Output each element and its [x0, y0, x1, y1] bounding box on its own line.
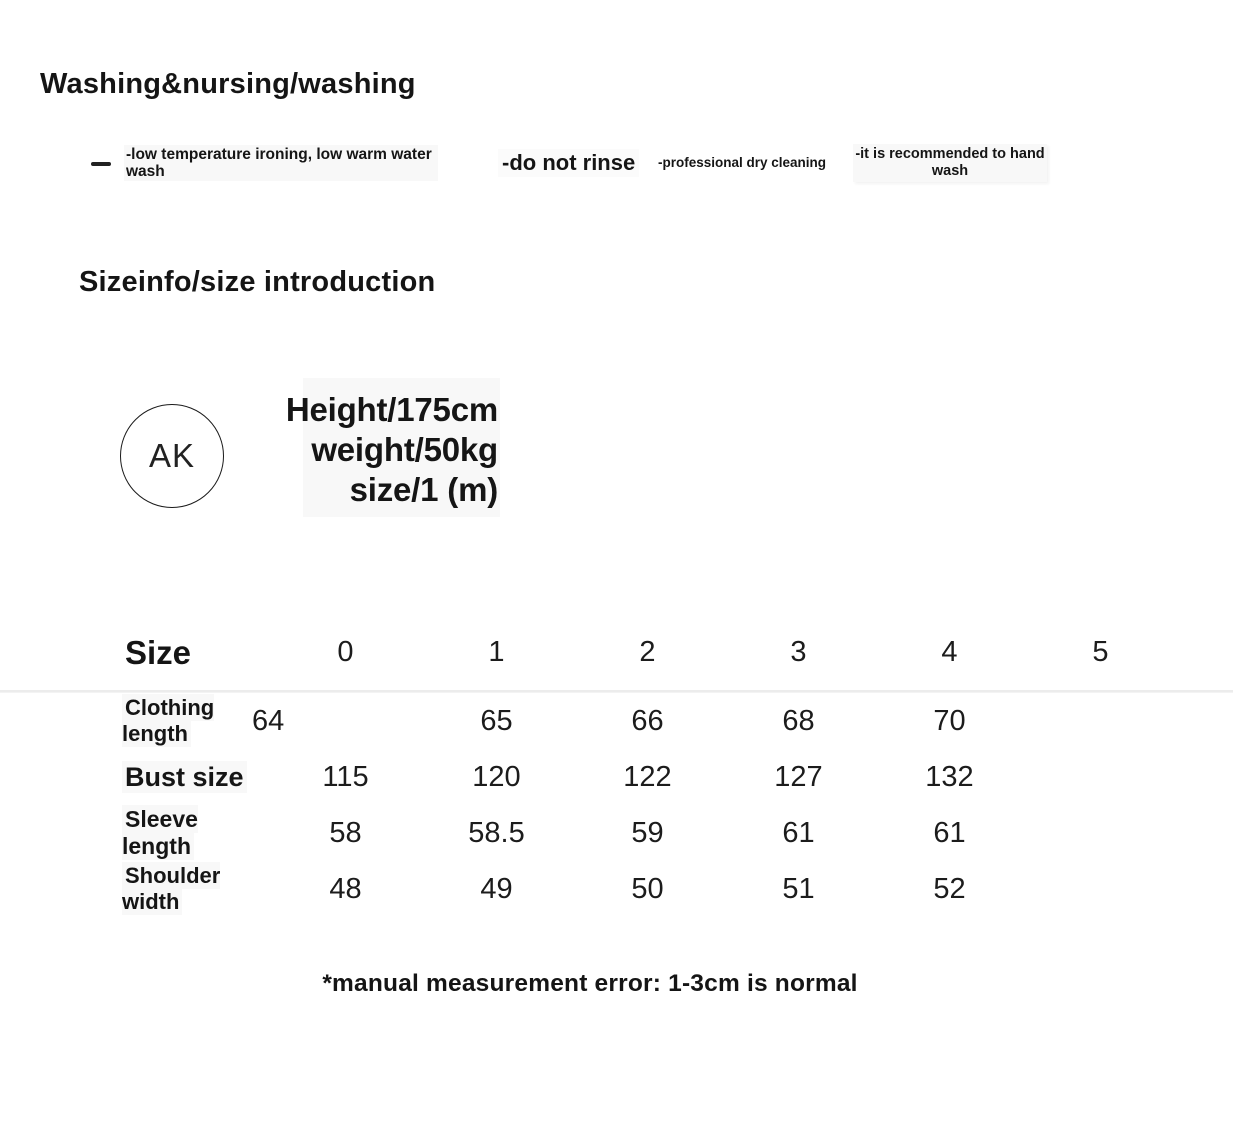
row-label: Bust size	[0, 762, 270, 793]
care-instruction-dry-clean: -professional dry cleaning	[658, 155, 827, 170]
dash-icon	[91, 162, 111, 166]
cell: 51	[782, 872, 815, 905]
row-label: Shoulder width	[122, 863, 221, 914]
washing-section-title: Washing&nursing/washing	[40, 68, 416, 100]
care-instruction-iron: -low temperature ironing, low warm water wash	[124, 145, 438, 181]
table-row	[0, 749, 1233, 805]
model-weight: weight/50kg	[311, 431, 498, 468]
cell: 48	[329, 872, 362, 905]
cell: 61	[782, 816, 815, 849]
cell: 64	[252, 704, 285, 737]
size-column-header: Size	[125, 633, 192, 671]
cell: 52	[933, 872, 966, 905]
cell: 115	[322, 760, 369, 793]
cell: 122	[623, 760, 672, 793]
cell: 58	[329, 816, 362, 849]
cell: 132	[925, 760, 974, 793]
size-header-5: 5	[1092, 636, 1109, 668]
cell: 50	[631, 872, 664, 905]
care-instruction-rinse: -do not rinse	[498, 149, 639, 177]
row-label: Clothing length	[122, 695, 215, 746]
size-table-header	[0, 614, 1233, 691]
size-header-3: 3	[790, 636, 807, 668]
cell: 58.5	[468, 816, 525, 849]
cell: 59	[631, 816, 664, 849]
cell: 68	[782, 704, 815, 737]
care-instruction-hand-wash: -it is recommended to hand wash	[853, 144, 1047, 182]
table-row	[0, 805, 1233, 861]
table-row	[0, 861, 1233, 917]
cell: 49	[480, 872, 513, 905]
measurement-note: *manual measurement error: 1-3cm is normal	[322, 970, 858, 997]
sizeinfo-section-title: Sizeinfo/size introduction	[79, 266, 436, 298]
cell: 70	[933, 704, 966, 737]
size-table-body	[0, 693, 1233, 917]
cell: 66	[631, 704, 664, 737]
model-info	[238, 390, 498, 510]
row-label: Sleeve length	[122, 806, 198, 859]
size-header-4: 4	[941, 636, 958, 668]
model-badge: AK	[120, 404, 224, 508]
cell: 61	[933, 816, 966, 849]
model-size: size/1 (m)	[349, 471, 498, 508]
cell: 127	[774, 760, 823, 793]
size-header-0: 0	[337, 636, 354, 668]
cell: 120	[472, 760, 521, 793]
size-header-1: 1	[488, 636, 505, 668]
size-header-2: 2	[639, 636, 656, 668]
table-row	[0, 693, 1233, 749]
size-table	[0, 614, 1233, 691]
model-height: Height/175cm	[285, 391, 498, 428]
cell: 65	[480, 704, 513, 737]
